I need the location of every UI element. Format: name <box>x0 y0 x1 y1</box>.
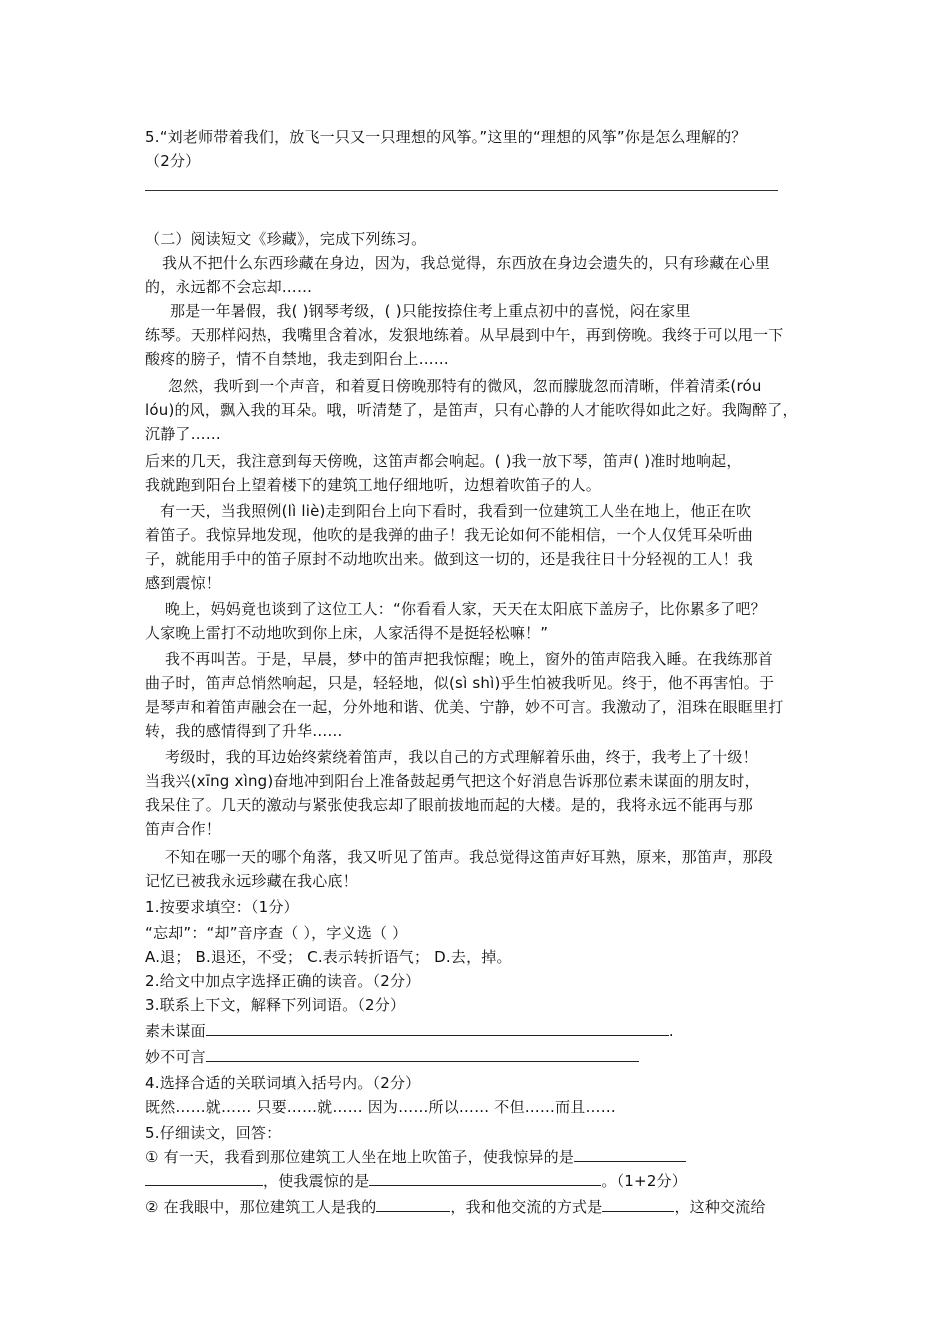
passage-line: 人家晚上雷打不动地吹到你上床，人家活得不是挺轻松嘛！” <box>145 624 549 642</box>
question-1-title: 1.按要求填空：（1分） <box>145 898 299 916</box>
passage-line: 晚上，妈妈竟也谈到了这位工人：“你看看人家，天天在太阳底下盖房子，比你累多了吧？ <box>165 600 766 618</box>
answer-blank[interactable] <box>376 1196 450 1212</box>
passage-line: 练琴。天那样闷热，我嘴里含着冰，发狠地练着。从早晨到中午，再到傍晚。我终于可以甩一下 <box>145 326 784 344</box>
passage-line: 酸疼的膀子，情不自禁地，我走到阳台上…… <box>145 350 450 368</box>
prev-question-5-score: （2分） <box>145 152 201 170</box>
answer-blank[interactable] <box>145 1170 263 1186</box>
term-label: 妙不可言 <box>145 1048 206 1066</box>
answer-blank[interactable] <box>369 1170 601 1186</box>
passage-line: 后来的几天，我注意到每天傍晚，这笛声都会响起。( )我一放下琴，笛声( )准时地响起， <box>145 452 742 470</box>
term-label: 素未谋面 <box>145 1022 206 1040</box>
passage-line: 我呆住了。几天的激动与紧张使我忘却了眼前拔地而起的大楼。是的，我将永远不能再与那 <box>145 796 754 814</box>
question-5-part-1-cont <box>145 1170 687 1192</box>
question-5-part-2 <box>145 1196 766 1218</box>
passage-line: 不知在哪一天的哪个角落，我又听见了笛声。我总觉得这笛声好耳熟，原来，那笛声，那段 <box>165 848 774 866</box>
answer-blank[interactable] <box>574 1146 686 1162</box>
question-2: 2.给文中加点字选择正确的读音。（2分） <box>145 972 421 990</box>
passage-line: 我不再叫苦。于是，早晨，梦中的笛声把我惊醒；晚上，窗外的笛声陪我入睡。在我练那首 <box>165 650 774 668</box>
prev-question-5: 5.“刘老师带着我们，放飞一只又一只理想的风筝。”这里的“理想的风筝”你是怎么理解的？ <box>145 128 747 146</box>
passage-line: 转，我的感情得到了升华…… <box>145 722 343 740</box>
question-text: ，这种交流给 <box>674 1198 766 1216</box>
passage-line: 我从不把什么东西珍藏在身边，因为，我总觉得，东西放在身边会遗失的，只有珍藏在心里 <box>162 254 771 272</box>
question-4-options: 既然……就…… 只要……就…… 因为……所以…… 不但……而且…… <box>145 1098 616 1116</box>
question-4-title: 4.选择合适的关联词填入括号内。（2分） <box>145 1074 421 1092</box>
passage-line: 沉静了…… <box>145 425 222 443</box>
question-text: ，使我震惊的是 <box>263 1172 370 1190</box>
passage-line: 子，就能用手中的笛子原封不动地吹出来。做到这一切的，还是我往日十分轻视的工人！我 <box>145 550 754 568</box>
question-3-title: 3.联系上下文，解释下列词语。（2分） <box>145 996 406 1014</box>
question-1-text: “忘却”：“却”音序查（ ），字义选（ ） <box>145 924 408 942</box>
answer-blank[interactable] <box>602 1196 674 1212</box>
question-text: ② 在我眼中，那位建筑工人是我的 <box>145 1198 377 1216</box>
passage-line: 笛声合作！ <box>145 820 222 838</box>
passage-line: lóu)的风，飘入我的耳朵。哦，听清楚了，是笛声，只有心静的人才能吹得如此之好。我陶醉了， <box>145 401 798 419</box>
passage-line: 是琴声和着笛声融会在一起，分外地和谐、优美、宁静，妙不可言。我激动了，泪珠在眼眶里打 <box>145 698 784 716</box>
passage-line: 当我兴(xīng xìng)奋地冲到阳台上准备鼓起勇气把这个好消息告诉那位素未谋面的朋友时， <box>145 772 760 790</box>
passage-line: 我就跑到阳台上望着楼下的建筑工地仔细地听，边想着吹笛子的人。 <box>145 476 602 494</box>
question-1-options: A.退； B.退还，不受； C.表示转折语气； D.去，掉。 <box>145 948 512 966</box>
question-5-part-1 <box>145 1146 686 1168</box>
passage-line: 记忆已被我永远珍藏在我心底！ <box>145 872 358 890</box>
passage-line: 有一天，当我照例(lì liè)走到阳台上向下看时，我看到一位建筑工人坐在地上，他正在吹 <box>160 502 752 520</box>
passage-line: 考级时，我的耳边始终萦绕着笛声，我以自己的方式理解着乐曲，终于，我考上了十级！ <box>165 748 758 766</box>
passage-line: 着笛子。我惊异地发现，他吹的是我弹的曲子！我无论如何不能相信，一个人仅凭耳朵听曲 <box>145 526 754 544</box>
passage-line: 曲子时，笛声总悄然响起，只是，轻轻地，似(sì shì)乎生怕被我听见。终于，他不再害怕。于 <box>145 674 775 692</box>
answer-line <box>145 190 778 191</box>
section-title: （二）阅读短文《珍藏》，完成下列练习。 <box>145 230 427 248</box>
answer-blank[interactable] <box>206 1020 669 1036</box>
passage-line: 忽然，我听到一个声音，和着夏日傍晚那特有的微风，忽而朦胧忽而清晰，伴着清柔(róu <box>168 377 762 395</box>
question-5-title: 5.仔细读文，回答： <box>145 1124 282 1142</box>
passage-line: 那是一年暑假，我( )钢琴考级，( )只能按捺住考上重点初中的喜悦，闷在家里 <box>170 302 691 320</box>
question-text: 。（1+2分） <box>601 1172 687 1190</box>
passage-line: 的，永远都不会忘却…… <box>145 278 313 296</box>
answer-blank[interactable] <box>206 1046 639 1062</box>
question-text: ，我和他交流的方式是 <box>450 1198 603 1216</box>
question-text: ① 有一天，我看到那位建筑工人坐在地上吹笛子，使我惊异的是 <box>145 1148 575 1166</box>
question-3-item-1: 素未谋面 . <box>145 1022 674 1040</box>
question-3-item-2 <box>145 1046 639 1068</box>
passage-line: 感到震惊！ <box>145 574 222 592</box>
